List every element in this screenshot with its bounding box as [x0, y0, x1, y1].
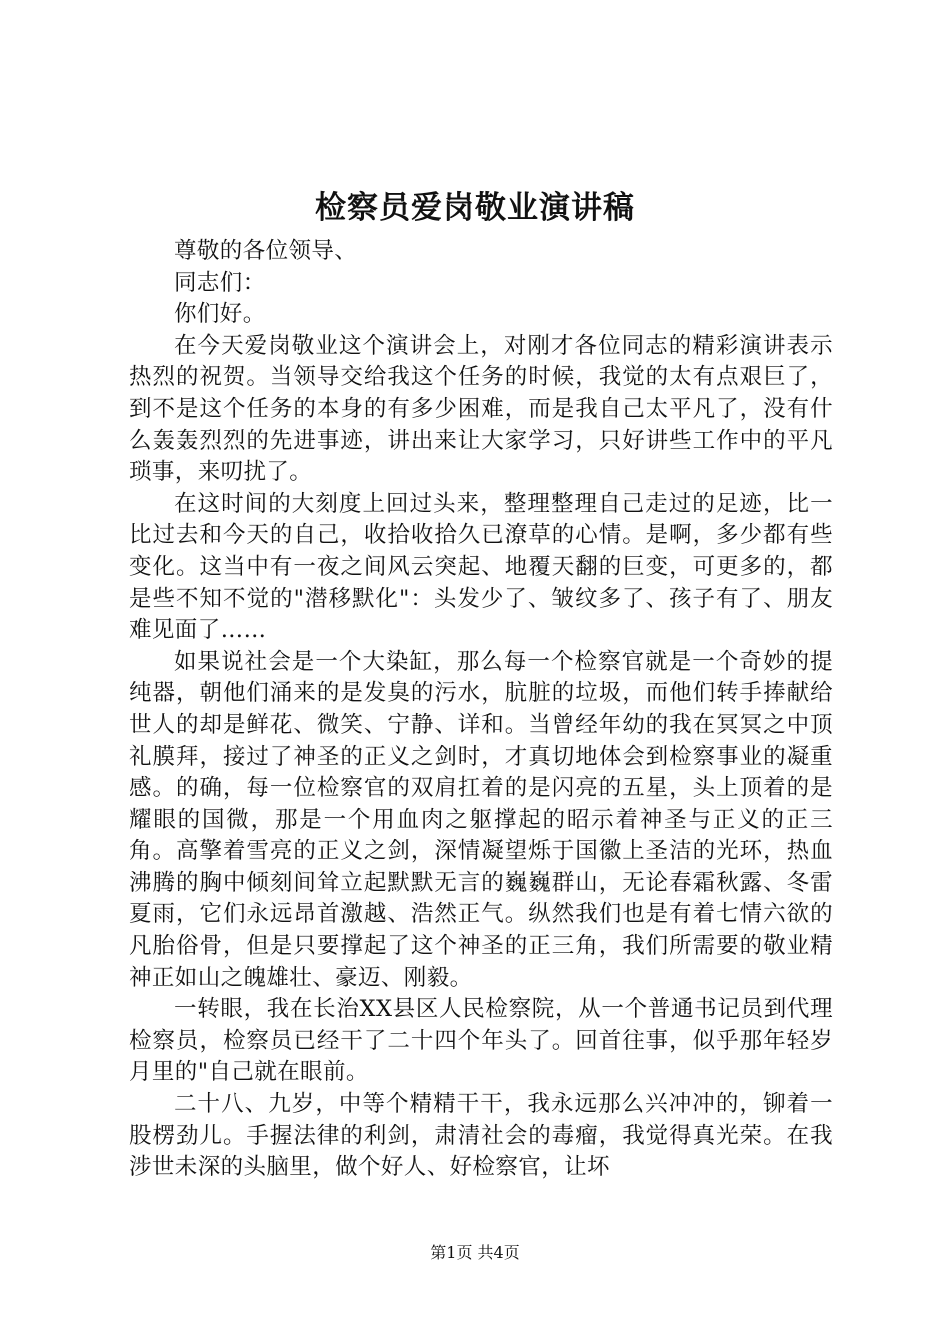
paragraph-salutation-1: 尊敬的各位领导、	[174, 238, 358, 264]
paragraph-1: 在今天爱岗敬业这个演讲会上，对刚才各位同志的精彩演讲表示热烈的祝贺。当领导交给我这个任务的时候，我觉的太有点艰巨了，到不是这个任务的本身的有多少困难，而是我自己太平凡了，没有什么轰轰烈烈的先进事迹，讲出来让大家学习，只好讲些工作中的平凡琐事，来叨扰了。	[129, 332, 833, 486]
paragraph-salutation-2: 同志们：	[174, 269, 266, 296]
paragraph-5: 二十八、九岁，中等个精精干干，我永远那么兴冲冲的，铆着一股楞劲儿。手握法律的利剑，肃清社会的毒瘤，我觉得真光荣。在我涉世未深的头脑里，做个好人、好检察官，让坏	[129, 1091, 833, 1181]
document-title: 检察员爱岗敬业演讲稿	[315, 190, 635, 226]
paragraph-4: 一转眼，我在长治XX县区人民检察院，从一个普通书记员到代理检察员，检察员已经干了二十四个年头了。回首往事，似乎那年轻岁月里的"自己就在眼前。	[129, 996, 833, 1086]
page-number-footer: 第1页 共4页	[430, 1243, 520, 1262]
paragraph-greeting: 你们好。	[174, 301, 266, 328]
document-body	[129, 236, 833, 1184]
paragraph-2: 在这时间的大刻度上回过头来，整理整理自己走过的足迹，比一比过去和今天的自己，收拾收拾久已潦草的心情。是啊，多少都有些变化。这当中有一夜之间风云突起、地覆天翻的巨变，可更多的，都是些不知不觉的"潜移默化"：头发少了、皱纹多了、孩子有了、朋友难见面了……	[129, 490, 833, 644]
paragraph-3: 如果说社会是一个大染缸，那么每一个检察官就是一个奇妙的提纯器，朝他们涌来的是发臭的污水，肮脏的垃圾，而他们转手捧献给世人的却是鲜花、微笑、宁静、详和。当曾经年幼的我在冥冥之中顶礼膜拜，接过了神圣的正义之剑时，才真切地体会到检察事业的凝重感。的确，每一位检察官的双肩扛着的是闪亮的五星，头上顶着的是耀眼的国微，那是一个用血肉之躯撑起的昭示着神圣与正义的正三角。高擎着雪亮的正义之剑，深情凝望烁于国徽上圣洁的光环，热血沸腾的胸中倾刻间耸立起默默无言的巍巍群山，无论春霜秋露、冬雷夏雨，它们永远昂首激越、浩然正气。纵然我们也是有着七情六欲的凡胎俗骨，但是只要撑起了这个神圣的正三角，我们所需要的敬业精神正如山之魄雄壮、豪迈、刚毅。	[129, 648, 833, 991]
